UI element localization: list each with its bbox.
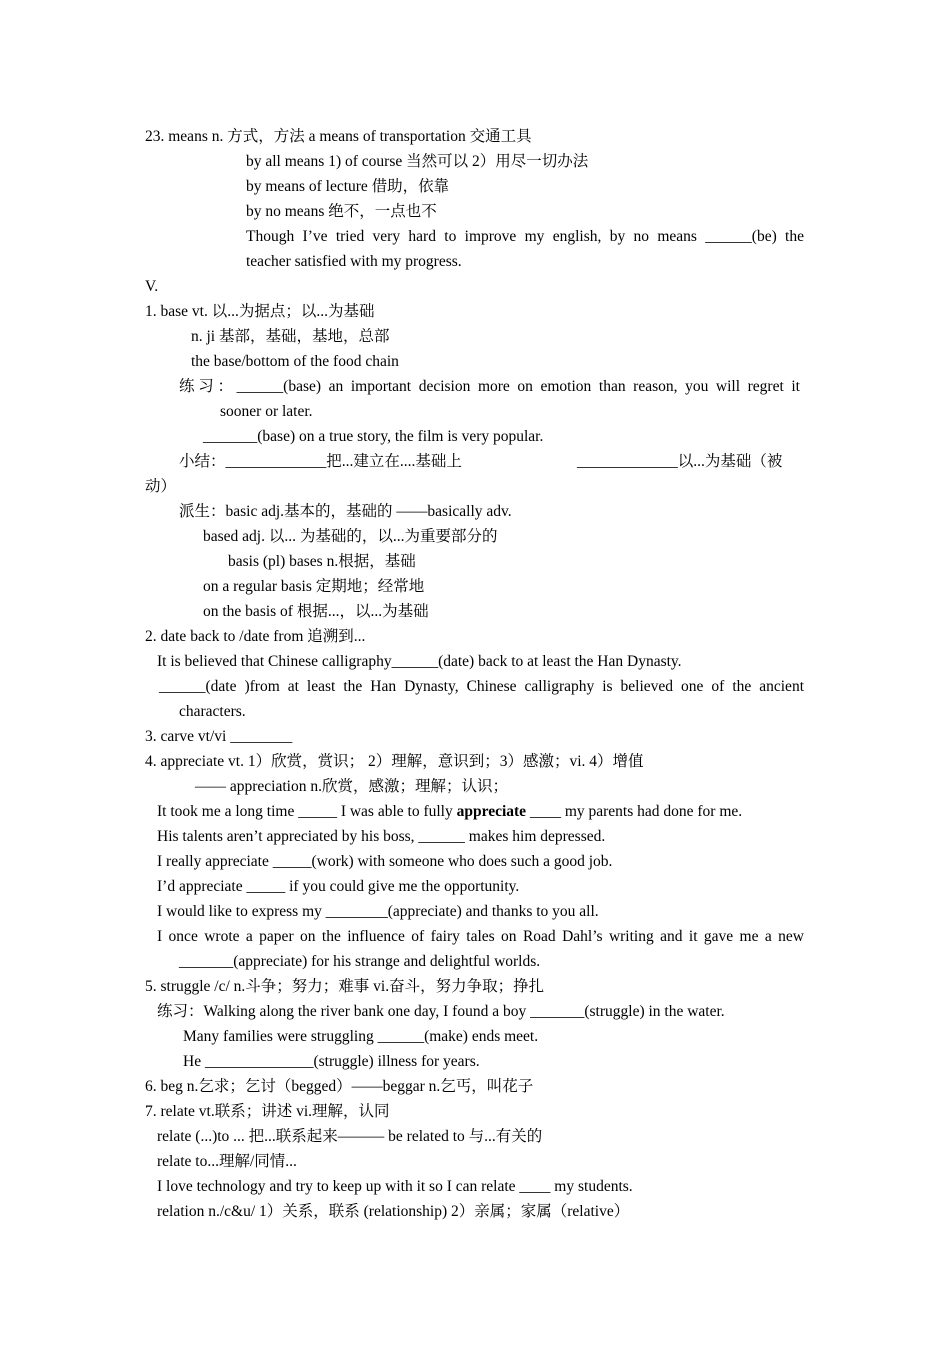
base-derivative-basic: 派生：basic adj.基本的，基础的 ——basically adv. — [179, 503, 512, 520]
means-sense-by-means-of: by means of lecture 借助，依靠 — [246, 178, 450, 195]
base-exercise-1-line-2: sooner or later. — [220, 403, 313, 420]
entry-7-relate: 7. relate vt.联系；讲述 vi.理解，认同 — [145, 1103, 390, 1120]
appreciate-exercise-1-end: ____ my parents had done for me. — [526, 803, 743, 820]
base-exercise-2: _______(base) on a true story, the film is very popular. — [203, 428, 544, 445]
appreciate-exercise-6-line-2: _______(appreciate) for his strange and delightful worlds. — [179, 953, 541, 970]
appreciate-exercise-1-start: It took me a long time _____ I was able to fully — [157, 803, 457, 820]
appreciation-derivative: —— appreciation n.欣赏，感激；理解；认识； — [195, 778, 508, 795]
base-summary-right: _____________以...为基础（被 — [577, 453, 783, 470]
base-exercise-1-line-1: 练习：______(base) an important decision more on emotion than reason, you will regret it — [179, 378, 800, 395]
base-phrase: the base/bottom of the food chain — [191, 353, 399, 370]
base-derivative-based: based adj. 以... 为基础的，以...为重要部分的 — [203, 528, 498, 545]
means-sense-by-no-means: by no means 绝不，一点也不 — [246, 203, 437, 220]
relation-derivative: relation n./c&u/ 1）关系，联系 (relationship) 2）亲属；家属（relative） — [157, 1203, 630, 1220]
relate-exercise-1: I love technology and try to keep up with it so I can relate ____ my students. — [157, 1178, 633, 1195]
base-derivative-basis: basis (pl) bases n.根据，基础 — [228, 553, 416, 570]
appreciate-exercise-4: I’d appreciate _____ if you could give me the opportunity. — [157, 878, 520, 895]
relate-phrase-relate-to: relate (...)to ... 把...联系起来——— be related to 与...有关的 — [157, 1128, 543, 1145]
base-noun-sense: n. ji 基部，基础，基地，总部 — [191, 328, 390, 345]
base-phrase-regular-basis: on a regular basis 定期地；经常地 — [203, 578, 425, 595]
date-exercise-2-line-2: characters. — [179, 703, 246, 720]
entry-23-means: 23. means n. 方式，方法 a means of transportation 交通工具 — [145, 128, 532, 145]
entry-3-carve: 3. carve vt/vi ________ — [145, 728, 293, 745]
appreciate-bold-word: appreciate — [456, 803, 527, 820]
date-exercise-1: It is believed that Chinese calligraphy______(date) back to at least the Han Dynasty. — [157, 653, 682, 670]
appreciate-exercise-2: His talents aren’t appreciated by his boss, ______ makes him depressed. — [157, 828, 606, 845]
struggle-exercise-3: He ______________(struggle) illness for years. — [183, 1053, 480, 1070]
appreciate-exercise-1 — [157, 799, 742, 824]
entry-5-struggle: 5. struggle /c/ n.斗争；努力；难事 vi.奋斗，努力争取；挣扎 — [145, 978, 545, 995]
struggle-exercise-2: Many families were struggling ______(make) ends meet. — [183, 1028, 539, 1045]
relate-phrase-understand: relate to...理解/同情... — [157, 1153, 297, 1170]
base-phrase-on-the-basis: on the basis of 根据...，以...为基础 — [203, 603, 429, 620]
means-sense-by-all-means: by all means 1) of course 当然可以 2）用尽一切办法 — [246, 153, 589, 170]
entry-4-appreciate: 4. appreciate vt. 1）欣赏，赏识； 2）理解，意识到；3）感激；vi. 4）增值 — [145, 753, 644, 770]
base-summary-wrap: 动） — [145, 478, 177, 495]
appreciate-exercise-6-line-1: I once wrote a paper on the influence of fairy tales on Road Dahl’s writing and it gave me a new — [157, 928, 804, 945]
date-exercise-2-line-1: ______(date )from at least the Han Dynasty, Chinese calligraphy is believed one of the ancient — [159, 678, 804, 695]
means-exercise-line-1: Though I’ve tried very hard to improve my english, by no means ______(be) the — [246, 228, 804, 245]
base-summary-left: 小结：_____________把...建立在....基础上 — [179, 453, 462, 470]
entry-1-base: 1. base vt. 以...为据点；以...为基础 — [145, 303, 375, 320]
section-heading-v: V. — [145, 278, 159, 295]
means-exercise-line-2: teacher satisfied with my progress. — [246, 253, 462, 270]
struggle-exercise-1: 练习：Walking along the river bank one day, I found a boy _______(struggle) in the water. — [157, 1003, 725, 1020]
appreciate-exercise-5: I would like to express my ________(appreciate) and thanks to you all. — [157, 903, 599, 920]
entry-2-date-back: 2. date back to /date from 追溯到... — [145, 628, 366, 645]
appreciate-exercise-3: I really appreciate _____(work) with someone who does such a good job. — [157, 853, 613, 870]
entry-6-beg: 6. beg n.乞求；乞讨（begged）——beggar n.乞丐，叫花子 — [145, 1078, 534, 1095]
